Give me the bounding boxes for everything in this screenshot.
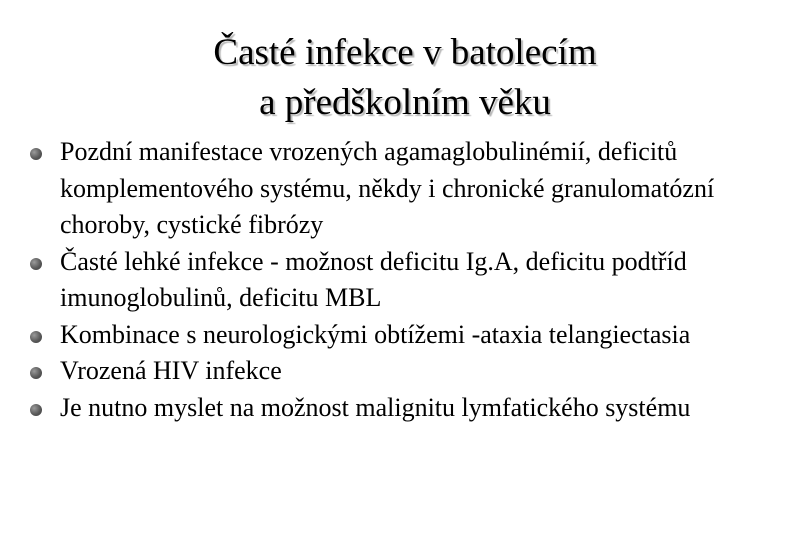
- bullet-text: Kombinace s neurologickými obtížemi -ataxia telangiectasia: [60, 319, 691, 349]
- bullet-item: [28, 317, 798, 354]
- slide-title-line-2: a předškolním věku: [259, 82, 551, 123]
- bullet-list: [28, 134, 798, 426]
- bullet-item: [28, 353, 798, 390]
- bullet-dot-icon: [30, 404, 42, 416]
- bullet-dot-icon: [30, 148, 42, 160]
- bullet-item: [28, 134, 798, 244]
- bullet-dot-icon: [30, 258, 42, 270]
- slide-title: [0, 28, 810, 128]
- bullet-text: Časté lehké infekce - možnost deficitu Ig.A, deficitu podtříd imunoglobulinů, deficitu MBL: [60, 246, 687, 312]
- bullet-item: [28, 390, 798, 427]
- bullet-text: Pozdní manifestace vrozených agamaglobulinémií, deficitů komplementového systému, někdy i chronické granulomatózní choroby, cystické fibrózy: [60, 137, 715, 239]
- bullet-item: [28, 244, 798, 317]
- bullet-dot-icon: [30, 331, 42, 343]
- bullet-text: Je nutno myslet na možnost malignitu lymfatického systému: [60, 392, 691, 422]
- bullet-dot-icon: [30, 367, 42, 379]
- slide-title-line-1: Časté infekce v batolecím: [213, 32, 597, 73]
- bullet-text: Vrozená HIV infekce: [60, 356, 282, 385]
